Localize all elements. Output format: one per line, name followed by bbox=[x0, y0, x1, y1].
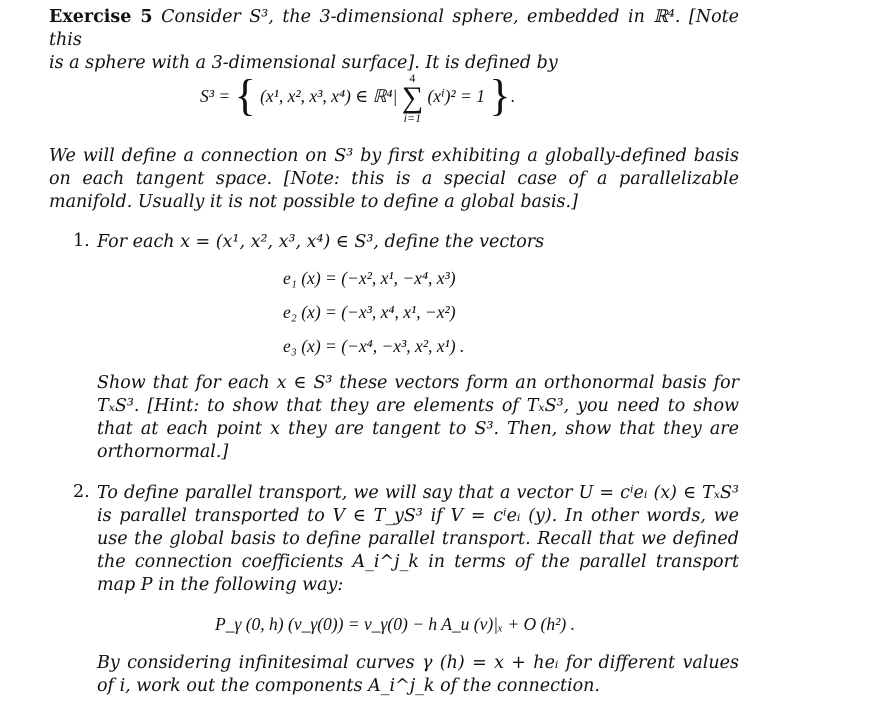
exercise-label: Exercise 5 bbox=[49, 7, 153, 27]
set-lhs: S³ = bbox=[200, 86, 231, 106]
sigma-icon: ∑ bbox=[401, 80, 424, 114]
set-body: (x¹, x², x³, x⁴) ∈ ℝ⁴| bbox=[260, 86, 398, 106]
right-brace: } bbox=[489, 70, 511, 120]
equation-e3: e₃ (x) = (−x⁴, −x³, x², x¹) . bbox=[283, 336, 465, 356]
item-1-body: Show that for each x ∈ S³ these vectors form an orthonormal basis for TₓS³. [Hint: to show that they are elements of TₓS³, you need to show that at each point x they are tangent to S³. Then, show that they are orthornormal.] bbox=[97, 373, 739, 462]
intro-line-1: Consider S³, the 3-dimensional sphere, embedded in ℝ⁴. [Note this bbox=[49, 7, 739, 50]
equation-e1: e₁ (x) = (−x², x¹, −x⁴, x³) bbox=[283, 268, 456, 288]
parallel-transport-equation: P_γ (0, h) (v_γ(0)) = v_γ(0) − h A_u (v)|ₓ + O (h²) . bbox=[215, 614, 575, 634]
exercise-intro bbox=[49, 6, 739, 75]
sum-lower-limit: i=1 bbox=[403, 110, 422, 125]
left-brace: { bbox=[234, 70, 256, 120]
item-2-closing: By considering infinitesimal curves γ (h) = x + heᵢ for different values of i, work out the components A_i^j_k of the connection. bbox=[97, 653, 739, 696]
item-1-lead: For each x = (x¹, x², x³, x⁴) ∈ S³, define the vectors bbox=[97, 232, 545, 252]
intro-line-2: is a sphere with a 3-dimensional surface]. It is defined by bbox=[49, 53, 558, 73]
item-1-number: 1. bbox=[73, 231, 90, 251]
connection-paragraph: We will define a connection on S³ by first exhibiting a globally-defined basis on each tangent space. [Note: this is a special case of a parallelizable manifold. Usually it is not possible to define a global basis.] bbox=[49, 146, 739, 212]
sum-upper-limit: 4 bbox=[409, 70, 416, 85]
summation bbox=[402, 71, 423, 125]
equation-e2: e₂ (x) = (−x³, x⁴, x¹, −x²) bbox=[283, 302, 456, 322]
item-2-number: 2. bbox=[73, 482, 90, 502]
sum-term: (xⁱ)² = 1 bbox=[427, 86, 485, 106]
sphere-definition: S³ = { (x¹, x², x³, x⁴) ∈ ℝ⁴| 4 ∑ i=1 (xⁱ)² = 1 }. bbox=[200, 70, 515, 125]
item-2-body: To define parallel transport, we will say that a vector U = cⁱeᵢ (x) ∈ TₓS³ is parallel transported to V ∈ T_yS³ if V = cⁱeᵢ (y). In other words, we use the global basis to define parallel transport. Recall that we defined the connection coefficients A_i^j_k in terms of the parallel transport map P in the following way: bbox=[97, 483, 739, 595]
